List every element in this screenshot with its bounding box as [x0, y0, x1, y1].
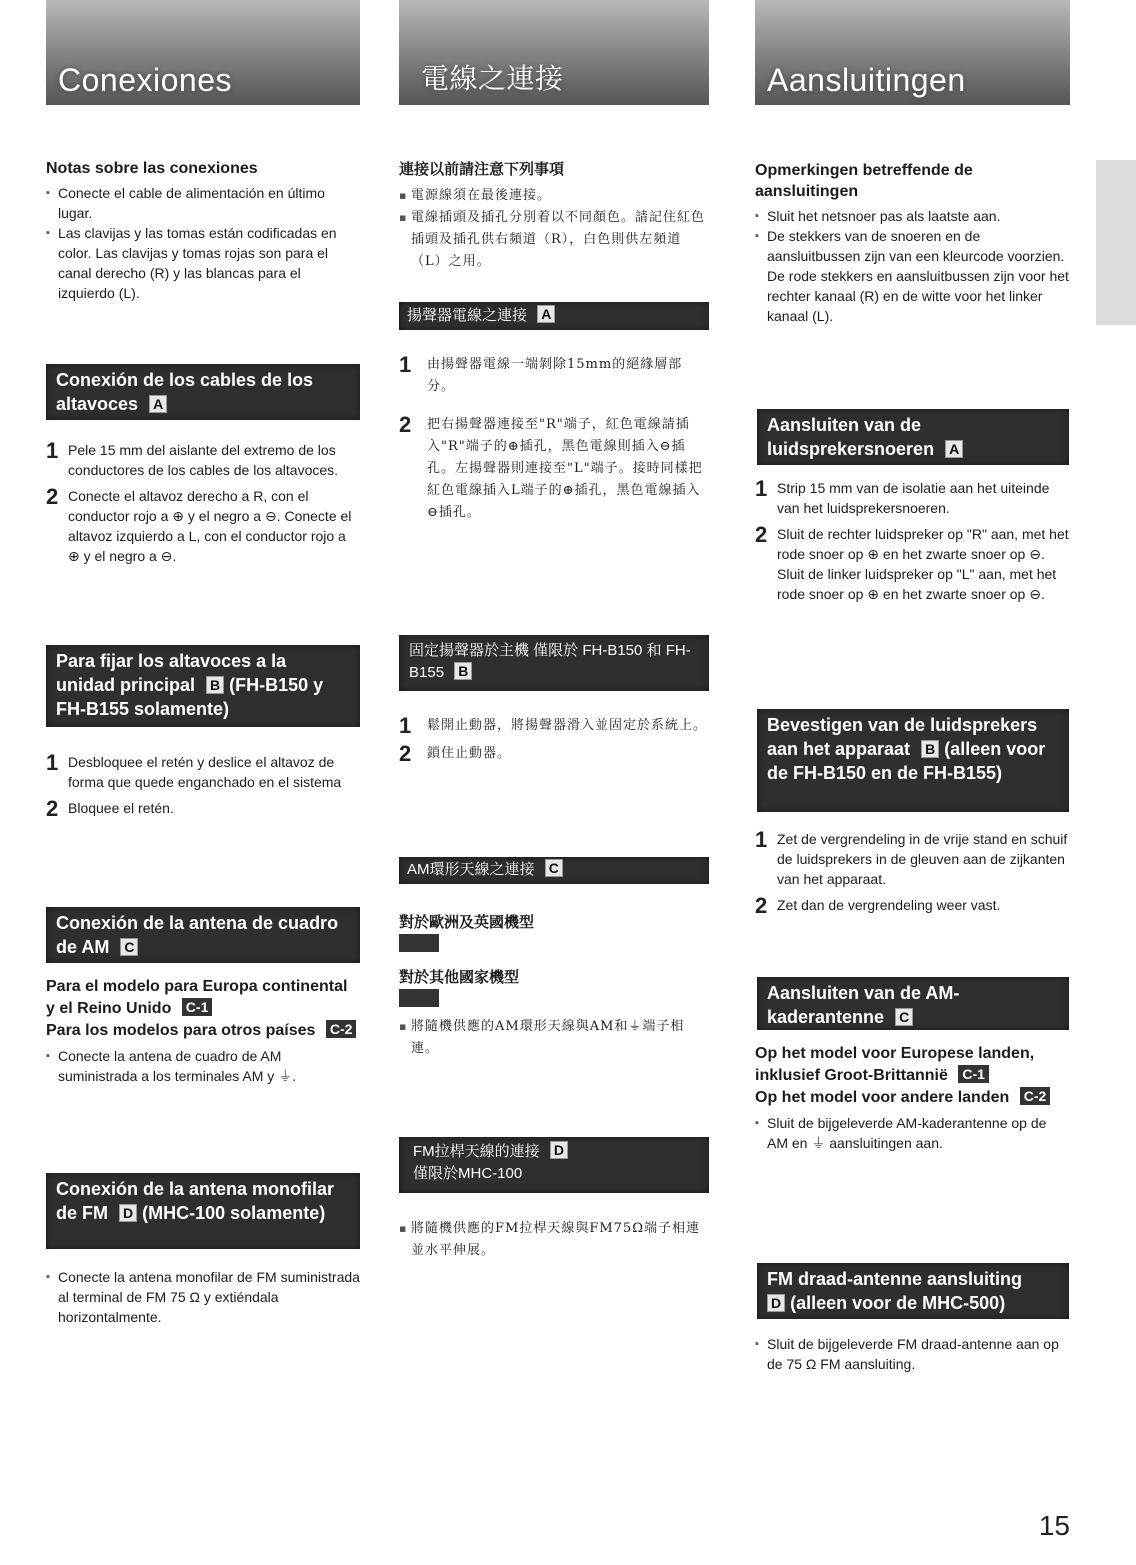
fm-notes-nl: [755, 1334, 1070, 1374]
figure-tag: A: [537, 305, 555, 323]
model-label: Op het model voor andere landen: [755, 1089, 1010, 1106]
steps-speaker-conn-zh: [399, 354, 709, 530]
am-antenna-body-zh: [399, 910, 709, 1060]
banner-speaker-conn-es: [46, 364, 360, 420]
steps-speaker-fix-es: [46, 752, 360, 824]
list-item: ▪ Sluit de bijgeleverde AM-kaderantenne op de AM en ⏚ aansluitingen aan.: [755, 1113, 1070, 1153]
step-number: 2: [399, 412, 412, 437]
am-antenna-body-es: [46, 976, 360, 1086]
model-heading-2: 對於其他國家機型: [399, 968, 520, 986]
step-number: 2: [46, 484, 59, 509]
notes-list-nl: [755, 206, 1070, 326]
step-text: Zet dan de vergrendeling weer vast.: [777, 897, 1001, 913]
banner-title: 揚聲器電線之連接: [407, 307, 528, 324]
notes-title-es: Notas sobre las conexiones: [46, 160, 258, 177]
step-number: 1: [755, 476, 768, 501]
step-number: 1: [46, 750, 59, 775]
step-text: Bloquee el retén.: [68, 800, 174, 816]
list-item: ▪ Las clavijas y las tomas están codificadas en color. Las clavijas y tomas rojas son para el canal derecho (R) y las blancas para el izquierdo (L).: [46, 223, 360, 303]
list-item: ▪ Conecte la antena de cuadro de AM suministrada a los terminales AM y ⏚.: [46, 1046, 360, 1086]
fm-notes-zh: [399, 1218, 709, 1262]
model-heading-1: [755, 1043, 1070, 1087]
figure-tag-chip: [399, 934, 439, 952]
step-text: Desbloquee el retén y deslice el altavoz de forma que quede enganchado en el sistema: [68, 754, 342, 790]
list-item: ▪ Conecte la antena monofilar de FM suministrada al terminal de FM 75 Ω y extiéndala horizontalmente.: [46, 1267, 360, 1327]
model-heading-1: 對於歐洲及英國機型: [399, 913, 535, 931]
fm-antenna-body-es: [46, 1263, 360, 1327]
step-text: 鬆開止動器，將揚聲器滑入並固定於系統上。: [427, 718, 708, 733]
model-label: Para los modelos para otros países: [46, 1022, 316, 1039]
banner-speaker-fix-es: [46, 645, 360, 727]
figure-tag: D: [767, 1294, 785, 1312]
figure-tag: C-1: [182, 998, 213, 1016]
steps-speaker-conn-nl: [755, 478, 1070, 610]
step-2: [46, 796, 360, 821]
step-1: [46, 440, 360, 480]
step-text: 鎖住止動器。: [427, 746, 512, 761]
notes-list-es: [46, 183, 360, 303]
step-1: [399, 354, 709, 398]
model-label: Para el modelo para Europa continental y el Reino Unido: [46, 978, 348, 1017]
banner-title: Conexión de la antena de cuadro de AM: [56, 913, 339, 957]
banner-title: Conexión de la antena monofilar de FM: [56, 1179, 335, 1223]
figure-tag: C: [120, 938, 138, 956]
figure-tag: C-2: [1020, 1087, 1051, 1105]
model-heading-1: [46, 976, 360, 1020]
section-header-es: [46, 0, 360, 105]
figure-tag: C: [545, 859, 563, 877]
step-number: 2: [399, 741, 412, 766]
figure-tag-chip: [399, 989, 439, 1007]
step-number: 2: [755, 893, 768, 918]
section-header-zh: [399, 0, 709, 105]
step-2: [755, 893, 1070, 918]
step-1: [46, 752, 360, 792]
list-item: ▪ Conecte el cable de alimentación en último lugar.: [46, 183, 360, 223]
banner-title: Aansluiten van de luidsprekersnoeren: [767, 415, 935, 459]
step-2: [46, 486, 360, 566]
page-title-es: Conexiones: [58, 62, 232, 98]
banner-title: AM環形天線之連接: [407, 861, 535, 878]
banner-title: Para fijar los altavoces a la unidad principal: [56, 651, 287, 695]
banner-title: Bevestigen van de luidsprekers aan het apparaat: [767, 715, 1038, 759]
banner-am-antenna-nl: [757, 977, 1069, 1030]
steps-speaker-fix-nl: [755, 829, 1070, 921]
banner-speaker-fix-zh: [399, 635, 709, 691]
banner-am-antenna-es: [46, 907, 360, 963]
banner-title: Conexión de los cables de los altavoces: [56, 370, 314, 414]
step-2: [399, 743, 709, 765]
list-item: ▪ Sluit het netsnoer pas als laatste aan.: [755, 206, 1070, 226]
step-text: Sluit de rechter luidspreker op "R" aan, met het rode snoer op ⊕ en het zwarte snoer op ⊖. Sluit de linker luidspreker op "L" aan, met het rode snoer op ⊕ en het zwarte snoer op ⊖.: [777, 526, 1069, 602]
model-label: Op het model voor Europese landen, inklusief Groot-Brittannië: [755, 1045, 1035, 1084]
step-1: [399, 715, 709, 737]
am-notes-nl: [755, 1113, 1070, 1153]
banner-speaker-fix-nl: [757, 709, 1069, 812]
banner-suffix: (MHC-100 solamente): [142, 1203, 326, 1223]
notes-title-nl: Opmerkingen betreffende de aansluitingen: [755, 162, 973, 200]
figure-tag: D: [550, 1141, 568, 1159]
step-2: [399, 414, 709, 524]
banner-fm-antenna-nl: [757, 1263, 1069, 1319]
page-title-nl: Aansluitingen: [767, 62, 966, 98]
step-2: [755, 524, 1070, 604]
figure-tag: D: [119, 1204, 137, 1222]
step-text: Conecte el altavoz derecho a R, con el conductor rojo a ⊕ y el negro a ⊖. Conecte el altavoz izquierdo a L, con el conductor rojo a ⊕ y el negro a ⊖.: [68, 488, 352, 564]
list-item: ▪ 將隨機供應的FM拉桿天線與FM75Ω端子相連並水平伸展。: [399, 1218, 709, 1262]
banner-am-antenna-zh: [399, 857, 709, 884]
section-header-nl: [755, 0, 1070, 105]
step-number: 1: [755, 827, 768, 852]
banner-title: FM拉桿天線的連接: [413, 1143, 540, 1160]
step-1: [755, 478, 1070, 518]
step-number: 1: [46, 438, 59, 463]
banner-title: FM draad-antenne aansluiting: [767, 1269, 1023, 1289]
step-text: Pele 15 mm del aislante del extremo de los conductores de los cables de los altavoces.: [68, 442, 339, 478]
banner-fm-antenna-es: [46, 1173, 360, 1249]
edge-tab: [1096, 160, 1136, 325]
step-text: Zet de vergrendeling in de vrije stand en schuif de luidsprekers in de gleuven aan de zijkanten van het apparaat.: [777, 831, 1068, 887]
fm-antenna-body-nl: [755, 1330, 1070, 1374]
banner-suffix: (alleen voor de MHC-500): [790, 1293, 1006, 1313]
step-number: 1: [399, 713, 412, 738]
step-number: 2: [755, 522, 768, 547]
model-heading-2: [46, 1020, 360, 1042]
figure-tag: B: [206, 676, 224, 694]
figure-tag: C-1: [958, 1065, 989, 1083]
fm-antenna-body-zh: [399, 1214, 709, 1262]
page-number: 15: [1038, 1510, 1070, 1541]
fm-notes-es: [46, 1267, 360, 1327]
list-item: ▪ 電源線須在最後連接。: [399, 185, 709, 207]
figure-tag: C: [895, 1008, 913, 1026]
am-antenna-body-nl: [755, 1043, 1070, 1153]
step-number: 2: [46, 796, 59, 821]
notes-nl: [755, 160, 1070, 326]
banner-suffix: 僅限於MHC-100: [413, 1165, 523, 1182]
figure-tag: B: [454, 662, 472, 680]
notes-zh: [399, 157, 709, 273]
model-heading-2: [755, 1087, 1070, 1109]
list-item: ▪ Sluit de bijgeleverde FM draad-antenne aan op de 75 Ω FM aansluiting.: [755, 1334, 1070, 1374]
banner-speaker-conn-zh: [399, 302, 709, 330]
list-item: ▪ 將隨機供應的AM環形天線與AM和⏚端子相連。: [399, 1016, 709, 1060]
page-title-zh: 電線之連接: [421, 62, 564, 95]
am-notes-es: [46, 1046, 360, 1086]
step-text: 把右揚聲器連接至"R"端子，紅色電線請插入"R"端子的⊕插孔，黑色電線則插入⊖插孔。左揚聲器則連接至"L"端子。接時同樣把紅色電線插入L端子的⊕插孔，黑色電線插入⊖插孔。: [427, 417, 703, 520]
steps-speaker-fix-zh: [399, 715, 709, 771]
banner-suffix: (alleen voor de FH-B150 en de FH-B155): [767, 739, 1046, 783]
step-text: 由揚聲器電線一端剝除15mm的絕緣層部分。: [427, 357, 683, 394]
notes-title-zh: 連接以前請注意下列事項: [399, 160, 565, 178]
banner-fm-antenna-zh: [399, 1137, 709, 1193]
step-1: [755, 829, 1070, 889]
banner-speaker-conn-nl: [757, 409, 1069, 465]
list-item: ▪ 電線插頭及插孔分別着以不同顏色。請記住紅色插頭及插孔供右頻道（R），白色則供左頻道（L）之用。: [399, 207, 709, 273]
step-text: Strip 15 mm van de isolatie aan het uiteinde van het luidsprekersnoeren.: [777, 480, 1050, 516]
banner-title: Aansluiten van de AM-kaderantenne: [767, 983, 960, 1027]
banner-title: 固定揚聲器於主機 僅限於 FH-B150 和 FH-B155: [409, 642, 691, 681]
notes-es: [46, 158, 360, 303]
steps-speaker-conn-es: [46, 440, 360, 572]
figure-tag: B: [921, 740, 939, 758]
figure-tag: A: [945, 440, 963, 458]
figure-tag: A: [149, 395, 167, 413]
step-number: 1: [399, 352, 412, 377]
notes-list-zh: [399, 185, 709, 273]
figure-tag: C-2: [326, 1020, 357, 1038]
banner-suffix: (FH-B150 y FH-B155 solamente): [56, 675, 324, 719]
am-notes-zh: [399, 1016, 709, 1060]
list-item: ▪ De stekkers van de snoeren en de aansluitbussen zijn van een kleurcode voorzien. De rode stekkers en aansluitbussen zijn voor het rechter kanaal (R) en de witte voor het linker kanaal (L).: [755, 226, 1070, 326]
